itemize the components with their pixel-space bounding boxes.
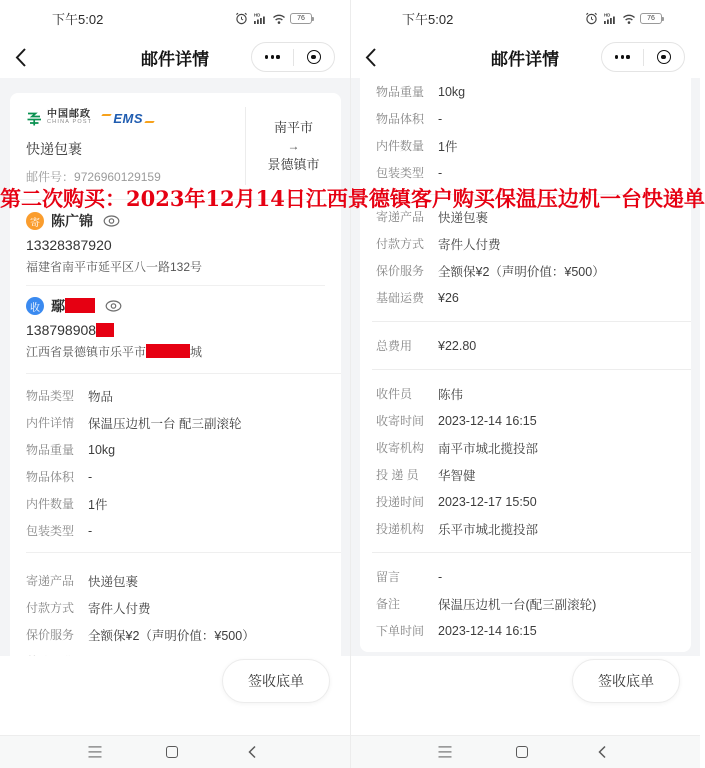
dest-city: 景德镇市 [267, 157, 320, 172]
redaction-box [96, 323, 114, 337]
mail-number: 邮件号：9726960129159 [26, 170, 161, 184]
more-button[interactable] [602, 43, 643, 71]
row-label: 寄递产品 [376, 210, 425, 224]
row-value: 2023-12-14 16:15 [438, 623, 537, 638]
sign-receipt-button[interactable]: 签收底单 [222, 659, 330, 703]
row-value: 10kg [88, 442, 116, 457]
row-value: - [438, 111, 443, 126]
android-nav-bar [350, 735, 700, 768]
detail-row [360, 563, 691, 590]
row-label: 保价服务 [376, 264, 425, 278]
more-icon [615, 55, 630, 58]
close-capsule-button[interactable] [644, 43, 685, 71]
row-value: 快递包裹 [438, 210, 489, 225]
battery-percent: 76 [647, 15, 655, 22]
receiver-name: 鄢 [51, 296, 95, 316]
row-value: - [438, 165, 443, 180]
receiver-badge: 收 [26, 297, 44, 315]
status-icons [585, 12, 662, 25]
row-label: 保价服务 [26, 628, 75, 642]
target-icon [307, 50, 321, 64]
sign-receipt-button[interactable]: 签收底单 [572, 659, 680, 703]
miniprogram-capsule [251, 42, 335, 72]
brand-en: CHINA POST [47, 119, 93, 126]
detail-row [360, 203, 691, 230]
status-bar [0, 0, 350, 37]
service-rows [360, 203, 691, 311]
detail-row [10, 567, 341, 594]
redaction-box [65, 298, 95, 313]
row-label: 物品重量 [376, 85, 425, 99]
detail-row [360, 515, 691, 542]
scroll-content[interactable] [0, 78, 350, 656]
row-value: 华智健 [438, 468, 476, 483]
row-label: 付款方式 [26, 601, 75, 615]
wifi-icon [272, 13, 286, 25]
battery-icon [290, 13, 312, 24]
receiver-phone: 138798908 [26, 321, 325, 340]
row-label: 付款方式 [376, 237, 425, 251]
detail-row [10, 409, 341, 436]
row-value: 全额保¥2（声明价值：¥500） [438, 264, 605, 279]
ems-logo [102, 111, 154, 126]
row-value: 保温压边机一台(配三副滚轮) [438, 597, 597, 612]
status-time: 下午5:02 [52, 12, 104, 27]
row-label: 寄递产品 [26, 574, 75, 588]
wifi-icon [622, 13, 636, 25]
detail-row [360, 488, 691, 515]
origin-city: 南平市 [273, 120, 313, 135]
row-value: - [88, 469, 93, 484]
status-icons [235, 12, 312, 25]
total-rows [360, 332, 691, 359]
row-label: 物品类型 [26, 389, 75, 403]
row-label: 基础运费 [376, 291, 425, 305]
phone-screen-right [350, 0, 700, 768]
row-value: - [438, 569, 443, 584]
more-button[interactable] [252, 43, 293, 71]
status-time: 下午5:02 [402, 12, 454, 27]
row-value: ¥26 [438, 290, 459, 305]
phone-screen-left [0, 0, 350, 768]
item-detail-rows [360, 78, 691, 186]
nav-back-icon[interactable] [598, 745, 607, 759]
route-arrow-icon: → [287, 139, 300, 153]
detail-row [360, 105, 691, 132]
row-label: 物品重量 [26, 443, 75, 457]
status-bar [350, 0, 700, 37]
detail-row [10, 490, 341, 517]
detail-row [360, 407, 691, 434]
row-label: 投递时间 [376, 495, 425, 509]
ems-label: EMS [113, 110, 143, 126]
item-detail-rows [10, 374, 341, 552]
close-capsule-button[interactable] [294, 43, 335, 71]
detail-row [10, 436, 341, 463]
row-label: 备注 [376, 597, 401, 611]
row-label: 收寄机构 [376, 441, 425, 455]
brand-cn: 中国邮政 [47, 108, 91, 120]
row-value: 寄件人付费 [438, 237, 501, 252]
row-value: 1件 [438, 139, 458, 154]
shipment-header [10, 93, 341, 199]
panel-divider [350, 0, 351, 768]
route-summary [245, 107, 341, 185]
row-value: 10kg [438, 84, 466, 99]
row-value: 寄件人付费 [88, 601, 151, 616]
battery-icon [640, 13, 662, 24]
row-value: 2023-12-17 15:50 [438, 494, 537, 509]
detail-row [360, 257, 691, 284]
bottom-action-bar [0, 656, 350, 735]
row-value: 1件 [88, 497, 108, 512]
home-icon[interactable] [166, 746, 178, 758]
eye-icon[interactable] [103, 215, 120, 227]
row-label: 包装类型 [376, 166, 425, 180]
detail-row [10, 382, 341, 409]
signal-icon [252, 12, 268, 25]
detail-row [360, 617, 691, 644]
detail-row [10, 517, 341, 544]
row-label: 内件详情 [26, 416, 75, 430]
mail-detail-card [360, 78, 691, 652]
row-label: 总费用 [376, 339, 413, 353]
recents-icon[interactable] [88, 746, 101, 757]
detail-row [360, 434, 691, 461]
china-post-logo [26, 110, 92, 127]
row-value: 陈伟 [438, 387, 464, 402]
sender-badge: 寄 [26, 212, 44, 230]
detail-row [360, 380, 691, 407]
row-label: 收件员 [376, 387, 413, 401]
total-row [360, 332, 691, 359]
detail-row [360, 461, 691, 488]
alarm-icon [235, 12, 248, 25]
detail-row [360, 78, 691, 105]
contacts-section [10, 200, 341, 373]
mail-detail-card [10, 93, 341, 675]
row-value: 全额保¥2（声明价值：¥500） [88, 628, 255, 643]
bottom-action-bar [350, 656, 700, 735]
row-label: 投递机构 [376, 522, 425, 536]
row-label: 包装类型 [26, 524, 75, 538]
row-label: 留言 [376, 570, 401, 584]
page-title: 邮件详情 [141, 50, 209, 69]
more-icon [265, 55, 280, 58]
alarm-icon [585, 12, 598, 25]
detail-row [10, 594, 341, 621]
detail-row [360, 159, 691, 186]
detail-row [360, 284, 691, 311]
page-title: 邮件详情 [491, 50, 559, 69]
receiver-address: 江西省景德镇市乐平市 城 [26, 345, 203, 359]
row-value: - [88, 523, 93, 538]
row-value: 快递包裹 [88, 574, 139, 589]
sender-address: 福建省南平市延平区八一路132号 [26, 260, 203, 274]
home-icon[interactable] [516, 746, 528, 758]
scroll-content[interactable] [350, 78, 700, 656]
row-value: 物品 [88, 389, 114, 404]
nav-back-icon[interactable] [248, 745, 257, 759]
nav-bar [0, 37, 350, 78]
row-value: 南平市城北揽投部 [438, 441, 539, 456]
delivery-rows [360, 380, 691, 542]
detail-row [360, 590, 691, 617]
row-value: 乐平市城北揽投部 [438, 522, 539, 537]
detail-row [10, 463, 341, 490]
row-value: ¥22.80 [438, 338, 477, 353]
row-value: 保温压边机一台 配三副滚轮 [88, 416, 242, 431]
detail-row [10, 621, 341, 648]
battery-percent: 76 [297, 15, 305, 22]
eye-icon[interactable] [105, 300, 122, 312]
recents-icon[interactable] [438, 746, 451, 757]
svg-text:HD: HD [604, 12, 611, 18]
row-label: 投 递 员 [376, 468, 419, 482]
nav-bar [350, 37, 700, 78]
miniprogram-capsule [601, 42, 685, 72]
row-label: 内件数量 [26, 497, 75, 511]
row-label: 内件数量 [376, 139, 425, 153]
sender-block [26, 210, 325, 276]
service-type: 快递包裹 [26, 141, 82, 157]
signal-icon [602, 12, 618, 25]
android-nav-bar [0, 735, 350, 768]
svg-text:HD: HD [254, 12, 261, 18]
note-rows [360, 563, 691, 652]
red-annotation-text: 第二次购买：2023年12月14日江西景德镇客户购买保温压边机一台快递单 [0, 186, 705, 211]
redaction-box [146, 344, 190, 358]
row-label: 收寄时间 [376, 414, 425, 428]
china-post-emblem-icon [26, 110, 43, 127]
row-value: 2023-12-14 16:15 [438, 413, 537, 428]
receiver-block [26, 295, 325, 361]
row-label: 物品体积 [376, 112, 425, 126]
target-icon [657, 50, 671, 64]
detail-row [360, 132, 691, 159]
detail-row [360, 230, 691, 257]
row-label: 物品体积 [26, 470, 75, 484]
sender-phone: 13328387920 [26, 237, 112, 253]
row-label: 下单时间 [376, 624, 425, 638]
sender-name: 陈广锦 [51, 213, 93, 229]
